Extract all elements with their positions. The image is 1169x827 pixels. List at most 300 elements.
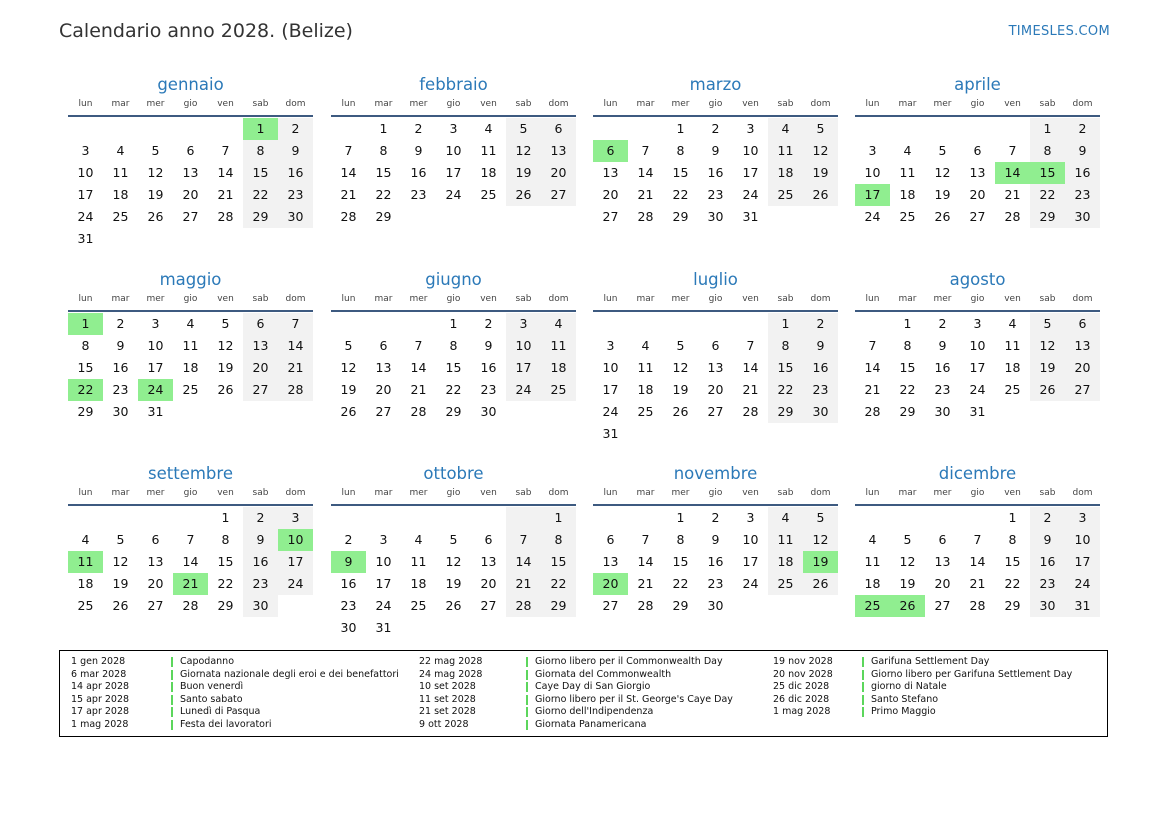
- weekday-label: ven: [480, 99, 497, 109]
- day-cell: 10: [1065, 529, 1100, 551]
- holiday-marker: [526, 707, 528, 717]
- week-row: [331, 595, 576, 617]
- day-cell: 27: [480, 598, 497, 613]
- weekday-header: [855, 292, 1100, 306]
- week-row: [593, 595, 838, 617]
- holiday-name: Santo sabato: [180, 693, 243, 705]
- day-cell: 24: [77, 209, 94, 224]
- day-cell: 13: [480, 554, 497, 569]
- week-row: [68, 140, 313, 162]
- empty-day-cell: [138, 507, 173, 529]
- day-cell: 24: [506, 379, 541, 401]
- holiday-date: 19 nov 2028: [773, 656, 833, 667]
- day-cell: 22: [243, 184, 278, 206]
- day-cell: 23: [243, 573, 278, 595]
- holiday-entry: [71, 669, 401, 682]
- day-cell: 5: [221, 316, 230, 331]
- weekday-label: gio: [183, 99, 198, 109]
- week-row: [68, 118, 313, 140]
- day-cell: 11: [541, 335, 576, 357]
- day-cell: 18: [637, 382, 654, 397]
- day-cell: 21: [864, 382, 881, 397]
- empty-day-cell: [803, 423, 838, 445]
- empty-day-cell: [173, 118, 208, 140]
- day-cell: 7: [221, 143, 230, 158]
- weekday-label: sab: [252, 99, 269, 109]
- day-cell: 2: [278, 118, 313, 140]
- day-cell: 2: [711, 510, 720, 525]
- holiday-day-cell: 14: [995, 162, 1030, 184]
- weekday-header: [68, 97, 313, 111]
- holiday-marker: [171, 657, 173, 667]
- weekday-label: lun: [865, 99, 880, 109]
- weekday-label: mer: [671, 99, 690, 109]
- day-cell: 2: [938, 316, 947, 331]
- empty-day-cell: [768, 206, 803, 228]
- day-cell: 27: [541, 184, 576, 206]
- day-cell: 12: [934, 165, 951, 180]
- week-row: [331, 140, 576, 162]
- weekday-label: mar: [111, 488, 130, 498]
- holiday-marker: [526, 670, 528, 680]
- day-cell: 24: [742, 187, 759, 202]
- month-name: luglio: [693, 270, 738, 289]
- day-cell: 19: [672, 382, 689, 397]
- weekday-label: ven: [742, 99, 759, 109]
- day-cell: 16: [480, 360, 497, 375]
- weekday-label: mer: [671, 294, 690, 304]
- week-row: [855, 206, 1100, 228]
- day-cell: 29: [541, 595, 576, 617]
- empty-day-cell: [995, 118, 1030, 140]
- week-row: [593, 140, 838, 162]
- holiday-name: Giornata Panamericana: [535, 718, 647, 730]
- holiday-entry: [773, 681, 1103, 694]
- day-cell: 10: [77, 165, 94, 180]
- empty-day-cell: [366, 507, 401, 529]
- day-cell: 23: [1065, 184, 1100, 206]
- day-cell: 22: [672, 187, 689, 202]
- week-row: [68, 401, 313, 423]
- empty-day-cell: [855, 507, 890, 529]
- header-divider: [593, 115, 838, 117]
- day-cell: 25: [768, 184, 803, 206]
- holiday-date: 9 ott 2028: [419, 718, 469, 730]
- day-cell: 28: [969, 598, 986, 613]
- week-row: [593, 118, 838, 140]
- day-cell: 11: [1004, 338, 1021, 353]
- day-cell: 29: [1030, 206, 1065, 228]
- day-cell: 9: [116, 338, 125, 353]
- day-cell: 4: [903, 143, 912, 158]
- day-cell: 12: [1030, 335, 1065, 357]
- weekday-header: [331, 486, 576, 500]
- weekday-label: gio: [708, 488, 723, 498]
- holiday-name: Caye Day di San Giorgio: [535, 681, 651, 693]
- day-cell: 25: [637, 404, 654, 419]
- holiday-marker: [171, 707, 173, 717]
- weekday-label: lun: [603, 488, 618, 498]
- week-row: [855, 313, 1100, 335]
- holiday-marker: [526, 695, 528, 705]
- weekday-header: [331, 97, 576, 111]
- day-cell: 14: [410, 360, 427, 375]
- day-cell: 14: [969, 554, 986, 569]
- weekday-label: sab: [515, 294, 532, 304]
- day-cell: 20: [934, 576, 951, 591]
- day-cell: 2: [1030, 507, 1065, 529]
- weekday-label: sab: [515, 99, 532, 109]
- day-cell: 20: [969, 187, 986, 202]
- day-cell: 16: [410, 165, 427, 180]
- day-cell: 9: [711, 532, 720, 547]
- day-cell: 27: [182, 209, 199, 224]
- day-cell: 1: [676, 510, 685, 525]
- day-cell: 14: [278, 335, 313, 357]
- day-cell: 6: [379, 338, 388, 353]
- day-cell: 3: [379, 532, 388, 547]
- day-cell: 20: [182, 187, 199, 202]
- weekday-label: gio: [446, 294, 461, 304]
- day-cell: 31: [1065, 595, 1100, 617]
- day-cell: 28: [217, 209, 234, 224]
- day-cell: 5: [803, 507, 838, 529]
- empty-day-cell: [401, 206, 436, 228]
- day-cell: 26: [934, 209, 951, 224]
- weekday-label: lun: [341, 294, 356, 304]
- empty-day-cell: [173, 507, 208, 529]
- day-cell: 4: [868, 532, 877, 547]
- day-cell: 28: [182, 598, 199, 613]
- week-row: [331, 206, 576, 228]
- day-cell: 15: [375, 165, 392, 180]
- day-cell: 29: [768, 401, 803, 423]
- day-cell: 18: [768, 162, 803, 184]
- week-row: [68, 357, 313, 379]
- day-cell: 21: [969, 576, 986, 591]
- day-cell: 3: [606, 338, 615, 353]
- day-cell: 10: [375, 554, 392, 569]
- month-agosto: [855, 270, 1100, 423]
- day-cell: 21: [506, 573, 541, 595]
- empty-day-cell: [471, 617, 506, 639]
- day-cell: 9: [803, 335, 838, 357]
- holiday-date: 10 set 2028: [419, 681, 476, 693]
- weekday-label: ven: [480, 294, 497, 304]
- holiday-name: Giornata del Commonwealth: [535, 668, 672, 680]
- day-cell: 24: [602, 404, 619, 419]
- day-cell: 26: [340, 404, 357, 419]
- day-cell: 20: [147, 576, 164, 591]
- day-cell: 30: [707, 209, 724, 224]
- holiday-date: 22 mag 2028: [419, 656, 483, 667]
- day-cell: 31: [77, 231, 94, 246]
- day-cell: 12: [672, 360, 689, 375]
- month-name: agosto: [949, 270, 1006, 289]
- weekday-label: dom: [548, 488, 569, 498]
- day-cell: 20: [541, 162, 576, 184]
- day-cell: 31: [602, 426, 619, 441]
- day-cell: 2: [1065, 118, 1100, 140]
- week-row: [68, 529, 313, 551]
- month-maggio: [68, 270, 313, 423]
- day-cell: 11: [112, 165, 129, 180]
- empty-day-cell: [471, 206, 506, 228]
- week-row: [593, 335, 838, 357]
- holiday-entry: [71, 719, 401, 732]
- holiday-day-cell: 1: [68, 313, 103, 335]
- holiday-date: 6 mar 2028: [71, 668, 127, 680]
- day-cell: 11: [899, 165, 916, 180]
- day-cell: 14: [637, 554, 654, 569]
- day-cell: 24: [375, 598, 392, 613]
- holiday-date: 25 dic 2028: [773, 681, 830, 693]
- day-cell: 22: [445, 382, 462, 397]
- day-cell: 4: [541, 313, 576, 335]
- week-row: [593, 313, 838, 335]
- weekday-label: gio: [446, 488, 461, 498]
- weekday-label: ven: [1004, 99, 1021, 109]
- day-cell: 17: [742, 165, 759, 180]
- day-cell: 13: [182, 165, 199, 180]
- day-cell: 25: [410, 598, 427, 613]
- weekday-header: [593, 292, 838, 306]
- holiday-name: Buon venerdì: [180, 681, 244, 693]
- day-cell: 26: [672, 404, 689, 419]
- day-cell: 16: [934, 360, 951, 375]
- empty-day-cell: [506, 507, 541, 529]
- weekday-header: [593, 486, 838, 500]
- day-cell: 15: [77, 360, 94, 375]
- weekday-label: gio: [183, 488, 198, 498]
- site-link[interactable]: TIMESLES.COM: [1008, 24, 1110, 39]
- header-divider: [855, 310, 1100, 312]
- day-cell: 10: [445, 143, 462, 158]
- day-cell: 26: [1030, 379, 1065, 401]
- day-cell: 28: [340, 209, 357, 224]
- day-cell: 9: [938, 338, 947, 353]
- day-cell: 6: [1065, 313, 1100, 335]
- holiday-date: 11 set 2028: [419, 693, 476, 705]
- weekday-header: [855, 486, 1100, 500]
- week-row: [331, 401, 576, 423]
- day-cell: 3: [449, 121, 458, 136]
- day-cell: 4: [414, 532, 423, 547]
- month-name: giugno: [425, 270, 482, 289]
- day-cell: 14: [506, 551, 541, 573]
- holiday-date: 1 mag 2028: [773, 706, 831, 718]
- day-cell: 19: [217, 360, 234, 375]
- weekday-label: gio: [708, 99, 723, 109]
- weekday-label: mer: [671, 488, 690, 498]
- weekday-label: ven: [480, 488, 497, 498]
- day-cell: 9: [484, 338, 493, 353]
- holiday-day-cell: 6: [593, 140, 628, 162]
- month-name: novembre: [673, 464, 758, 483]
- empty-day-cell: [471, 507, 506, 529]
- day-cell: 21: [217, 187, 234, 202]
- holiday-day-cell: 20: [593, 573, 628, 595]
- day-cell: 19: [340, 382, 357, 397]
- day-cell: 16: [1030, 551, 1065, 573]
- holiday-day-cell: 15: [1030, 162, 1065, 184]
- empty-day-cell: [208, 401, 243, 423]
- empty-day-cell: [173, 401, 208, 423]
- empty-day-cell: [401, 313, 436, 335]
- day-cell: 7: [1008, 143, 1017, 158]
- day-cell: 18: [480, 165, 497, 180]
- day-cell: 17: [506, 357, 541, 379]
- day-cell: 4: [768, 118, 803, 140]
- week-row: [855, 140, 1100, 162]
- holiday-day-cell: 21: [173, 573, 208, 595]
- holiday-date: 15 apr 2028: [71, 693, 130, 705]
- day-cell: 23: [707, 576, 724, 591]
- holiday-column: [419, 656, 749, 732]
- weekday-label: lun: [603, 294, 618, 304]
- week-row: [68, 595, 313, 617]
- day-cell: 16: [707, 554, 724, 569]
- day-cell: 30: [340, 620, 357, 635]
- day-cell: 17: [375, 576, 392, 591]
- day-cell: 25: [1004, 382, 1021, 397]
- week-row: [68, 184, 313, 206]
- day-cell: 15: [1004, 554, 1021, 569]
- day-cell: 13: [541, 140, 576, 162]
- week-row: [68, 162, 313, 184]
- day-cell: 11: [864, 554, 881, 569]
- empty-day-cell: [890, 118, 925, 140]
- weekday-label: mar: [898, 99, 917, 109]
- week-row: [331, 162, 576, 184]
- day-cell: 18: [899, 187, 916, 202]
- day-cell: 22: [217, 576, 234, 591]
- empty-day-cell: [593, 507, 628, 529]
- day-cell: 6: [973, 143, 982, 158]
- weekday-label: ven: [217, 99, 234, 109]
- day-cell: 19: [445, 576, 462, 591]
- week-row: [855, 529, 1100, 551]
- day-cell: 20: [1065, 357, 1100, 379]
- day-cell: 4: [484, 121, 493, 136]
- day-cell: 17: [147, 360, 164, 375]
- weekday-label: ven: [217, 294, 234, 304]
- empty-day-cell: [506, 206, 541, 228]
- holiday-entry: [71, 681, 401, 694]
- weekday-label: mar: [898, 294, 917, 304]
- day-cell: 13: [934, 554, 951, 569]
- day-cell: 24: [864, 209, 881, 224]
- day-cell: 14: [864, 360, 881, 375]
- day-cell: 23: [410, 187, 427, 202]
- week-row: [331, 529, 576, 551]
- empty-day-cell: [768, 595, 803, 617]
- day-cell: 12: [217, 338, 234, 353]
- holiday-day-cell: 25: [855, 595, 890, 617]
- month-settembre: [68, 464, 313, 617]
- day-cell: 2: [344, 532, 353, 547]
- empty-day-cell: [925, 118, 960, 140]
- holiday-name: Garifuna Settlement Day: [871, 656, 990, 667]
- weekday-label: mar: [111, 99, 130, 109]
- day-cell: 19: [112, 576, 129, 591]
- weekday-label: mer: [146, 488, 165, 498]
- day-cell: 30: [278, 206, 313, 228]
- header-divider: [68, 504, 313, 506]
- empty-day-cell: [541, 206, 576, 228]
- month-name: maggio: [159, 270, 222, 289]
- day-cell: 14: [182, 554, 199, 569]
- day-cell: 25: [77, 598, 94, 613]
- month-ottobre: [331, 464, 576, 639]
- holiday-date: 20 nov 2028: [773, 668, 833, 680]
- weekday-label: mar: [636, 488, 655, 498]
- holiday-entry: [71, 694, 401, 707]
- day-cell: 18: [768, 551, 803, 573]
- day-cell: 5: [449, 532, 458, 547]
- day-cell: 8: [81, 338, 90, 353]
- day-cell: 14: [217, 165, 234, 180]
- empty-day-cell: [960, 507, 995, 529]
- weekday-label: mar: [374, 488, 393, 498]
- day-cell: 7: [414, 338, 423, 353]
- empty-day-cell: [278, 228, 313, 250]
- day-cell: 23: [278, 184, 313, 206]
- holiday-name: Giorno libero per il Commonwealth Day: [535, 656, 723, 667]
- holiday-date: 26 dic 2028: [773, 693, 830, 705]
- empty-day-cell: [663, 423, 698, 445]
- holiday-date: 21 set 2028: [419, 706, 476, 718]
- day-cell: 3: [1065, 507, 1100, 529]
- weekday-label: mer: [409, 488, 428, 498]
- day-cell: 13: [375, 360, 392, 375]
- empty-day-cell: [628, 118, 663, 140]
- day-cell: 18: [541, 357, 576, 379]
- day-cell: 22: [1030, 184, 1065, 206]
- day-cell: 12: [445, 554, 462, 569]
- day-cell: 1: [903, 316, 912, 331]
- day-cell: 1: [541, 507, 576, 529]
- day-cell: 23: [707, 187, 724, 202]
- day-cell: 3: [973, 316, 982, 331]
- day-cell: 8: [903, 338, 912, 353]
- month-marzo: [593, 75, 838, 228]
- day-cell: 6: [711, 338, 720, 353]
- holiday-marker: [862, 682, 864, 692]
- week-row: [68, 573, 313, 595]
- day-cell: 15: [899, 360, 916, 375]
- empty-day-cell: [331, 118, 366, 140]
- day-cell: 12: [803, 529, 838, 551]
- month-name: febbraio: [419, 75, 488, 94]
- holiday-column: [71, 656, 401, 732]
- day-cell: 22: [672, 576, 689, 591]
- day-cell: 1: [1030, 118, 1065, 140]
- week-row: [68, 228, 313, 250]
- weekday-label: dom: [285, 294, 306, 304]
- day-cell: 9: [711, 143, 720, 158]
- day-cell: 21: [637, 187, 654, 202]
- day-cell: 11: [768, 140, 803, 162]
- header-divider: [593, 504, 838, 506]
- day-cell: 25: [541, 379, 576, 401]
- empty-day-cell: [138, 118, 173, 140]
- day-cell: 29: [1004, 598, 1021, 613]
- day-cell: 5: [506, 118, 541, 140]
- weekday-label: lun: [78, 488, 93, 498]
- week-row: [855, 595, 1100, 617]
- empty-day-cell: [698, 423, 733, 445]
